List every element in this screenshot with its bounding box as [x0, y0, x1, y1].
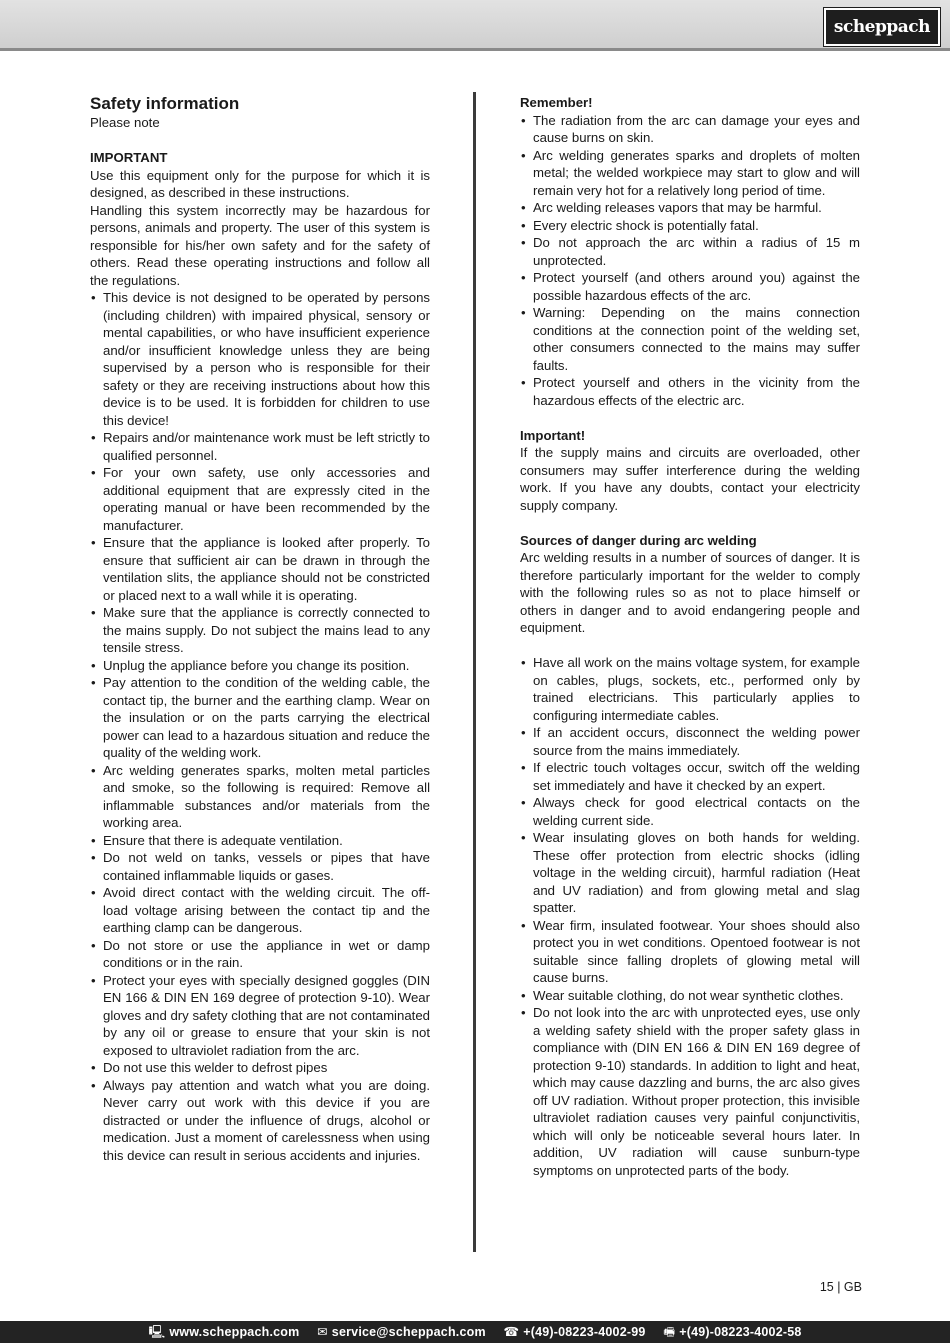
remember-bullet-list — [520, 112, 860, 410]
list-item: • Do not store or use the appliance in wet or damp conditions or in the rain. — [90, 937, 430, 972]
footer-bar — [0, 1321, 950, 1343]
sources-paragraph: Arc welding results in a number of sources of danger. It is therefore particularly important for the welder to comply with the following rules so as not to place himself or others in danger and to avoid endangering people and equipment. — [520, 550, 860, 635]
page-number: 15 | GB — [819, 1280, 862, 1294]
column-divider — [473, 92, 476, 1252]
intro-paragraph: Use this equipment only for the purpose for which it is designed, as described in these instructions. — [90, 167, 430, 200]
list-item: • For your own safety, use only accessories and additional equipment that are expressly cited in the operating manual or have been recommended by the manufacturer. — [90, 464, 430, 534]
footer-phone: ☎ +(49)-08223-4002-99 — [503, 1325, 646, 1339]
list-item: • Avoid direct contact with the welding circuit. The off-load voltage arising between the contact tip and the earthing clamp can be dangerous. — [90, 884, 430, 937]
important-heading-2: Important! — [520, 427, 586, 443]
monitor-icon: 🖳 — [148, 1325, 166, 1339]
list-item: • Do not weld on tanks, vessels or pipes that have contained inflammable liquids or gases. — [90, 849, 430, 884]
sources-heading: Sources of danger during arc welding — [520, 532, 757, 548]
list-item: • This device is not designed to be operated by persons (including children) with impaired physical, sensory or mental capabilities, or who have insufficient experience and/or insufficient knowledge unless they are being supervised by a person who is responsible for their safety or they are receiving instructions about how this device is to be used. It is forbidden for children to use this device! — [90, 289, 430, 429]
list-item: • Do not look into the arc with unprotected eyes, use only a welding safety shield with the proper safety glass in compliance with (DIN EN 166 & DIN EN 169 degree of protection 9-10) standards. In addition to light and heat, which may cause dazzling and burns, the arc also gives off UV radiation. Without proper protection, this invisible ultraviolet radiation causes very painful conjunctivitis, which will only be noticeable several hours later. In addition, UV radiation will cause sunburn-type symptoms on unprotected parts of the body. — [520, 1004, 860, 1179]
list-item: • Have all work on the mains voltage system, for example on cables, plugs, sockets, etc., performed only by trained electricians. This particularly applies to configuring intermediate cables. — [520, 654, 860, 724]
list-item: • Always pay attention and watch what you are doing. Never carry out work with this device if you are distracted or under the influence of drugs, alcohol or medication. Just a moment of carelessness when using this device can result in serious accidents and injuries. — [90, 1077, 430, 1165]
scheppach-logo: scheppach — [824, 8, 940, 46]
important-paragraph: If the supply mains and circuits are overloaded, other consumers may suffer interference during the welding work. If you have any doubts, contact your electricity supply company. — [520, 445, 860, 513]
list-item: • Ensure that there is adequate ventilation. — [90, 832, 430, 850]
mail-icon: ✉ — [317, 1325, 328, 1339]
list-item: • The radiation from the arc can damage your eyes and cause burns on skin. — [520, 112, 860, 147]
safety-bullet-list — [90, 289, 430, 1164]
right-column — [520, 94, 860, 1179]
footer-email[interactable]: ✉ service@scheppach.com — [317, 1325, 486, 1339]
list-item: • Make sure that the appliance is correctly connected to the mains supply. Do not subject the mains lead to any tensile stress. — [90, 604, 430, 657]
list-item: • Do not use this welder to defrost pipes — [90, 1059, 430, 1077]
list-item: • Every electric shock is potentially fatal. — [520, 217, 860, 235]
list-item: • Arc welding generates sparks and droplets of molten metal; the welded workpiece may start to glow and will remain very hot for a relatively long period of time. — [520, 147, 860, 200]
important-heading: IMPORTANT — [90, 150, 168, 165]
list-item: • Ensure that the appliance is looked after properly. To ensure that sufficient air can be drawn in through the ventilation slits, the appliance should not be constricted or placed next to a wall while it is operating. — [90, 534, 430, 604]
fax-icon: 🖷 — [663, 1325, 676, 1339]
list-item: • Protect yourself and others in the vicinity from the hazardous effects of the electric arc. — [520, 374, 860, 409]
sources-bullet-list — [520, 654, 860, 1179]
footer-fax: 🖷 +(49)-08223-4002-58 — [663, 1325, 802, 1339]
phone-icon: ☎ — [503, 1325, 520, 1339]
footer-website[interactable]: 🖳 www.scheppach.com — [148, 1325, 300, 1339]
list-item: • Wear firm, insulated footwear. Your shoes should also protect you in wet conditions. Opentoed footwear is not suitable since falling droplets of glowing metal will cause burns. — [520, 917, 860, 987]
page-title: Safety information — [90, 94, 240, 113]
list-item: • Wear suitable clothing, do not wear synthetic clothes. — [520, 987, 860, 1005]
list-item: • Warning: Depending on the mains connection conditions at the connection point of the welding set, other consumers connected to the mains may suffer faults. — [520, 304, 860, 374]
list-item: • If an accident occurs, disconnect the welding power source from the mains immediately. — [520, 724, 860, 759]
list-item: • Always check for good electrical contacts on the welding current side. — [520, 794, 860, 829]
list-item: • Do not approach the arc within a radius of 15 m unprotected. — [520, 234, 860, 269]
subtitle: Please note — [90, 115, 160, 130]
header-bar — [0, 0, 950, 51]
list-item: • Repairs and/or maintenance work must be left strictly to qualified personnel. — [90, 429, 430, 464]
remember-heading: Remember! — [520, 95, 593, 110]
list-item: • If electric touch voltages occur, switch off the welding set immediately and have it checked by an expert. — [520, 759, 860, 794]
list-item: • Wear insulating gloves on both hands for welding. These offer protection from electric shocks (idling voltage in the welding circuit), harmful radiation (Heat and UV radiation) and from glowing metal and slag spatter. — [520, 829, 860, 917]
list-item: • Protect your eyes with specially designed goggles (DIN EN 166 & DIN EN 169 degree of protection 9-10). Wear gloves and dry safety clothing that are not contaminated by any oil or grease to ensure that your skin is not exposed to ultraviolet radiation from the arc. — [90, 972, 430, 1060]
list-item: • Protect yourself (and others around you) against the possible hazardous effects of the arc. — [520, 269, 860, 304]
list-item: • Arc welding releases vapors that may be harmful. — [520, 199, 860, 217]
intro-paragraph: Handling this system incorrectly may be hazardous for persons, animals and property. The user of this system is responsible for his/her own safety and for the safety of others. Read these operating instructions and follow all the regulations. — [90, 202, 430, 288]
list-item: • Pay attention to the condition of the welding cable, the contact tip, the burner and the earthing clamp. Wear on the insulation or on the parts carrying the electrical power can lead to a hazardous situation and reduce the quality of the welding work. — [90, 674, 430, 762]
list-item: • Unplug the appliance before you change its position. — [90, 657, 430, 675]
list-item: • Arc welding generates sparks, molten metal particles and smoke, so the following is required: Remove all inflammable substances and/or materials from the working area. — [90, 762, 430, 832]
left-column — [90, 94, 430, 1164]
